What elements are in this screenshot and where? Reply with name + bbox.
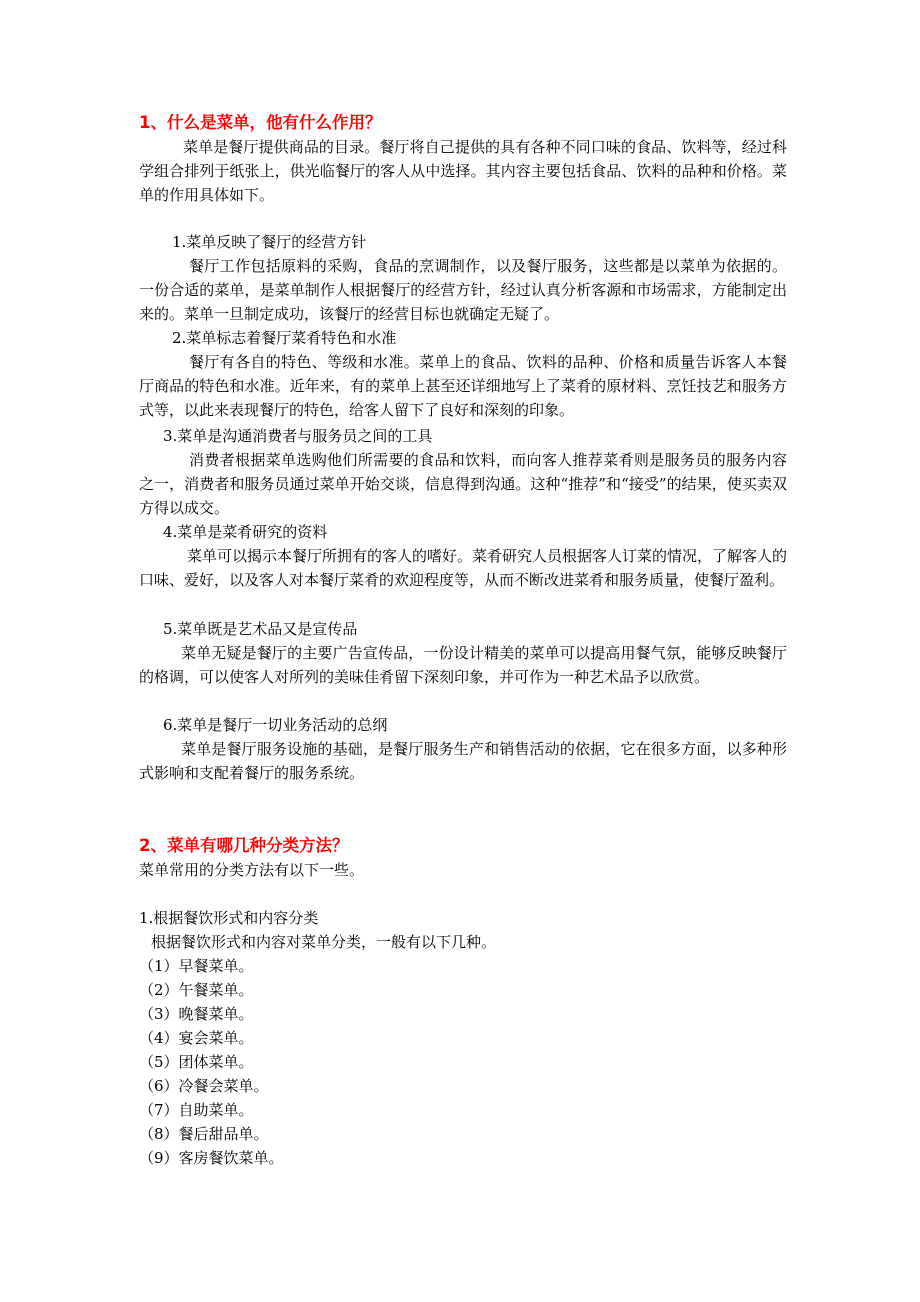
subsection1-title: 1.根据餐饮形式和内容分类: [139, 909, 319, 927]
menu-type-item: （6）冷餐会菜单。: [139, 1077, 269, 1095]
menu-type-item: （9）客房餐饮菜单。: [139, 1149, 284, 1167]
section2-heading: 2、菜单有哪几种分类方法？: [139, 836, 349, 855]
menu-type-item: （1）早餐菜单。: [139, 957, 254, 975]
item4-title: 4.菜单是菜肴研究的资料: [163, 523, 328, 541]
item1-body: 餐厅工作包括原料的采购，食品的烹调制作，以及餐厅服务，这些都是以菜单为依据的。一份合适的菜单，是菜单制作人根据餐厅的经营方针，经过认真分析客源和市场需求，方能制定出来的。菜单一旦制定成功，该餐厅的经营目标也就确定无疑了。: [139, 257, 787, 323]
menu-type-item: （7）自助菜单。: [139, 1101, 254, 1119]
item2-title: 2.菜单标志着餐厅菜肴特色和水准: [172, 329, 397, 347]
item2-body: 餐厅有各自的特色、等级和水准。菜单上的食品、饮料的品种、价格和质量告诉客人本餐厅商品的特色和水准。近年来，有的菜单上甚至还详细地写上了菜肴的原材料、烹饪技艺和服务方式等，以此来表现餐厅的特色，给客人留下了良好和深刻的印象。: [139, 353, 787, 419]
item6-title: 6.菜单是餐厅一切业务活动的总纲: [163, 716, 388, 734]
subsection1-intro: 根据餐饮形式和内容对菜单分类，一般有以下几种。: [151, 933, 497, 951]
section1-intro: 菜单是餐厅提供商品的目录。餐厅将自己提供的具有各种不同口味的食品、饮料等，经过科学组合排列于纸张上，供光临餐厅的客人从中选择。其内容主要包括食品、饮料的品种和价格。菜单的作用具体如下。: [139, 138, 787, 204]
menu-type-item: （3）晚餐菜单。: [139, 1005, 254, 1023]
menu-type-item: （5）团体菜单。: [139, 1053, 254, 1071]
item5-body: 菜单无疑是餐厅的主要广告宣传品，一份设计精美的菜单可以提高用餐气氛，能够反映餐厅的格调，可以使客人对所列的美味佳肴留下深刻印象，并可作为一种艺术品予以欣赏。: [139, 644, 787, 686]
item3-body: 消费者根据菜单选购他们所需要的食品和饮料，而向客人推荐菜肴则是服务员的服务内容之一，消费者和服务员通过菜单开始交谈，信息得到沟通。这种“推荐”和“接受”的结果，使买卖双方得以成交。: [139, 451, 787, 517]
item5-title: 5.菜单既是艺术品又是宣传品: [163, 620, 358, 638]
item3-title: 3.菜单是沟通消费者与服务员之间的工具: [163, 427, 433, 445]
section1-heading: 1、什么是菜单，他有什么作用？: [139, 113, 382, 132]
menu-type-item: （4）宴会菜单。: [139, 1029, 254, 1047]
menu-type-item: （2）午餐菜单。: [139, 981, 254, 999]
item4-body: 菜单可以揭示本餐厅所拥有的客人的嗜好。菜肴研究人员根据客人订菜的情况，了解客人的口味、爱好，以及客人对本餐厅菜肴的欢迎程度等，从而不断改进菜肴和服务质量，使餐厅盈利。: [139, 547, 788, 589]
item1-title: 1.菜单反映了餐厅的经营方针: [172, 233, 367, 251]
item6-body: 菜单是餐厅服务设施的基础，是餐厅服务生产和销售活动的依据，它在很多方面，以多种形式影响和支配着餐厅的服务系统。: [139, 740, 787, 782]
section2-intro: 菜单常用的分类方法有以下一些。: [139, 861, 365, 879]
menu-type-item: （8）餐后甜品单。: [139, 1125, 269, 1143]
